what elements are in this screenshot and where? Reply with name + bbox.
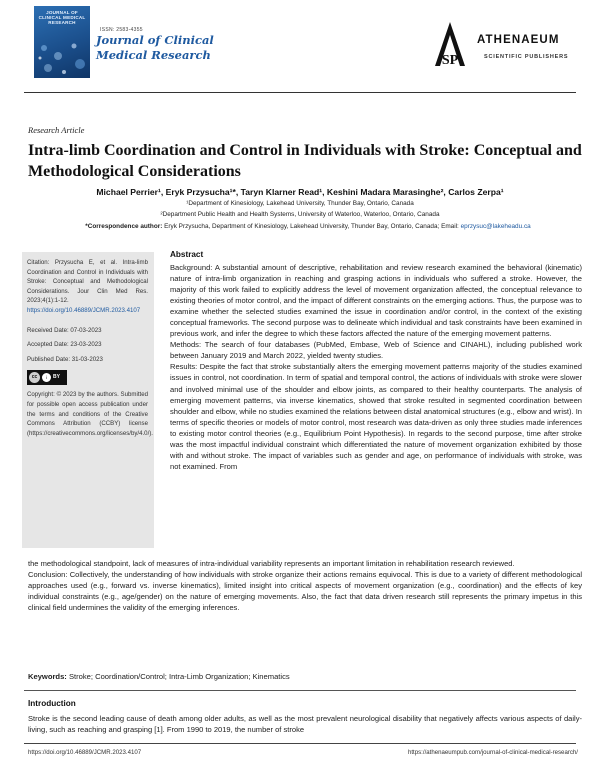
copyright-notice: Copyright: © 2023 by the authors. Submitted for possible open access publication under the terms and conditions of the Creative Commons Attribution (CCBY) license (https://creativecommons.org/licenses/by/4.0/). [27,391,153,437]
affiliation-1: ¹Department of Kinesiology, Lakehead University, Thunder Bay, Ontario, Canada [186,200,414,207]
citation-doi-link[interactable]: https://doi.org/10.46889/JCMR.2023.4107 [27,306,141,314]
abstract-methods: Methods: The search of four databases (PubMed, Embase, Web of Science and CINAHL), including published work between January 2019 and March 2022, yielded twenty studies. [170,340,582,361]
received-date: Received Date: 07-03-2023 [27,326,102,334]
abstract-full-width [28,558,582,613]
abstract-results-continued: the methodological standpoint, lack of measures of intra-individual variability represents an important limitation in rehabilitation research reviewed. [28,559,515,568]
attribution-icon: i [42,373,51,382]
introduction-text: Stroke is the second leading cause of death among older adults, as well as the most prevalent neurological disability that negatively affects various aspects of daily-living, such as reaching and grasping [1]. From 1990 to 2019, the number of stroke [28,714,582,735]
logo-initials: SP [441,53,459,68]
correspondence-label: *Correspondence author: [85,223,163,230]
article-info-sidebar [22,252,154,548]
cover-pattern-icon [34,36,90,78]
journal-issn: ISSN: 2583-4355 [100,27,143,33]
keywords-divider [24,690,576,691]
footer-doi-link[interactable]: https://doi.org/10.46889/JCMR.2023.4107 [28,749,142,756]
header-divider [24,92,576,93]
abstract-heading: Abstract [170,250,204,259]
cc-by-label: BY [53,374,60,381]
journal-cover-image [34,6,90,78]
correspondence-text: Eryk Przysucha, Department of Kinesiology, Lakehead University, Thunder Bay, Ontario, Canada; Email: [162,223,461,230]
author-list: Michael Perrier¹, Eryk Przysucha¹*, Taryn Klarner Read¹, Keshini Madara Marasinghe², Carlos Zerpa¹ [96,187,504,197]
creative-commons-icon: cc [29,372,40,383]
keywords-label: Keywords: [28,672,67,681]
journal-name-line-1: Journal of Clinical [96,33,214,47]
abstract-results: Results: Despite the fact that stroke substantially alters the emerging movement patterns majority of the studies examined issues in control, not coordination. In term of spatial and temporal control, the actions of individuals with stroke were slower and involved minimal use of the shoulder and elbow joints, as compared to their healthy counterparts. The analysis of emerging movement patterns, via inverse kinematics, showed that stroke resulted in segmented coordination between shoulder and elbow, while no studies examined the relations between distal anatomical structures (e.g., elbow and wrist). In terms of specific theories or models of motor control, most research was data-driven as only three studies made inferences to existing motor control theories (e.g., Equilibrium Point Hypothesis). In regards to the second purpose, time after stroke was the most impactful individual constraint which differentiated the nature of movement organization exhibited by those with and without stroke. The impact of variables such as gender and age, on performance of individuals with stroke, was not examined. From [170,362,582,471]
article-title: Intra-limb Coordination and Control in Individuals with Stroke: Conceptual and Methodological Considerations [28,142,582,180]
publisher-tagline: SCIENTIFIC PUBLISHERS [484,54,569,60]
cc-by-license-badge[interactable] [27,370,67,385]
footer-divider [24,743,576,744]
athenaeum-logo-icon [433,20,467,70]
cover-title: JOURNAL OF CLINICAL MEDICAL RESEARCH [38,10,86,26]
published-date: Published Date: 31-03-2023 [27,355,103,363]
abstract-column [170,262,582,472]
article-type: Research Article [28,125,85,135]
correspondence-email-link[interactable]: eprzysuc@lakeheadu.ca [460,223,531,230]
correspondence [28,223,588,230]
publisher-name: ATHENAEUM [477,34,560,46]
keywords-value: Stroke; Coordination/Control; Intra-Limb Organization; Kinematics [66,672,290,681]
citation-text: Citation: Przysucha E, et al. Intra-limb Coordination and Control in Individuals with Stroke: Conceptual and Methodological Considerations. Jour Clin Med Res. 2023;4(1):1-12. [27,259,148,305]
journal-name [96,33,214,63]
journal-name-line-2: Medical Research [96,48,211,62]
footer-journal-url-link[interactable]: https://athenaeumpub.com/journal-of-clinical-medical-research/ [407,749,578,756]
abstract-conclusion: Conclusion: Collectively, the understanding of how individuals with stroke organize their actions remains equivocal. This is due to a variety of different methodological approaches used (e.g., forward vs. inverse kinematics), limited insight into critical aspects of movement organization (e.g., coordination) and the effects of key individual constraints (e.g., age/gender) on the nature of emerging movements. Also, the fact that data driven research still represents the primary impetus in this clinical field undermines the validity of the emerging inferences. [28,570,582,613]
accepted-date: Accepted Date: 23-03-2023 [27,341,102,349]
affiliation-2: ²Department Public Health and Health Systems, University of Waterloo, Waterloo, Ontario, Canada [160,211,440,218]
introduction-heading: Introduction [28,699,76,708]
keywords [28,672,582,681]
abstract-background: Background: A substantial amount of descriptive, rehabilitation and review research examined the behavioral (kinematic) nature of intra-limb organization in reaching and grasping actions in individuals who suffered a stroke. However, the majority of this work failed to explicitly address the level of movement organization affected, the conceptual relevance to existing theories of motor control, and the impact of different constraints on the emerging actions. Thus, the purpose was to examine whether the selected studies examined the issue in coordination and/or control, in the context of the existing conceptual frameworks. The second purpose was to delineate which individual and task constraints have been examined in previous work, and infer the degree to which these factors affected the nature of the emerging movement patterns. [170,263,582,339]
